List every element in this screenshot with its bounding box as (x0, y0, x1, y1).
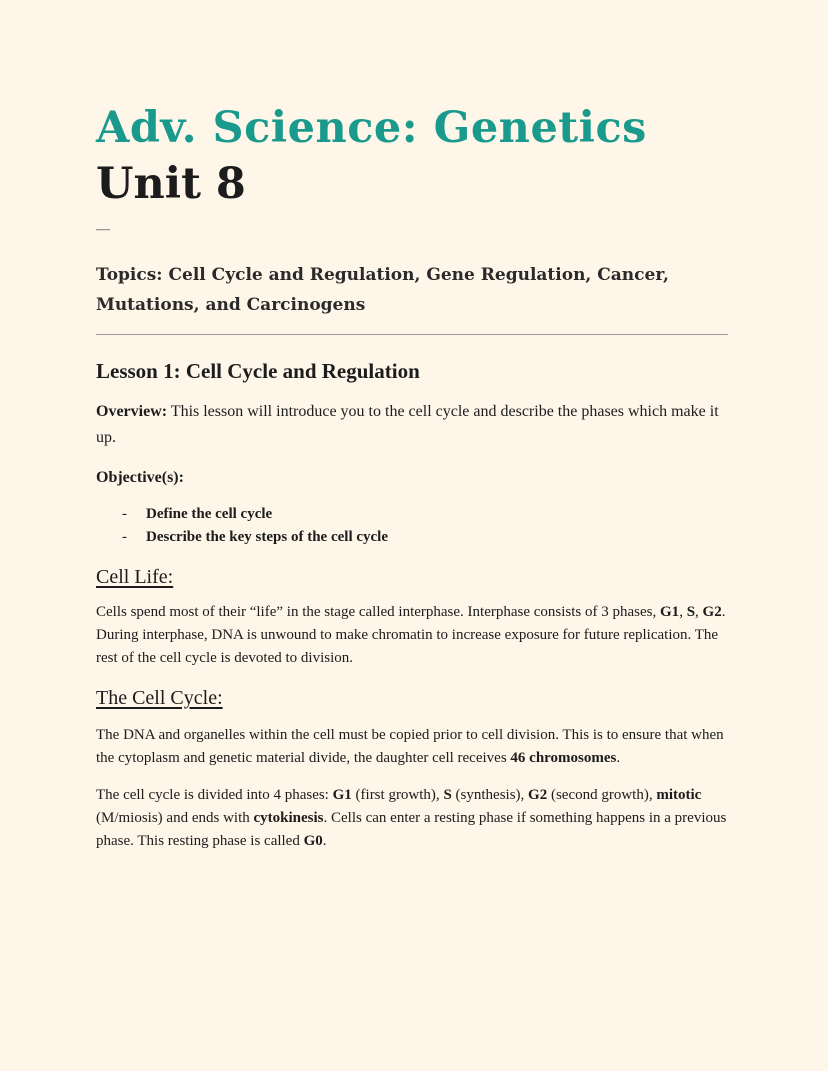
term-cytokinesis: cytokinesis (253, 810, 324, 826)
cell-cycle-text: (first growth), (351, 787, 444, 803)
overview-text: This lesson will introduce you to the cell cycle and describe the phases which make it up. (96, 403, 719, 446)
unit-title: Unit 8 (96, 159, 246, 209)
lesson-heading: Lesson 1: Cell Cycle and Regulation (96, 359, 420, 383)
period: . (616, 750, 621, 766)
term-s: S (686, 604, 696, 620)
cell-cycle-text: (synthesis), (451, 787, 529, 803)
topics-line: Topics: Cell Cycle and Regulation, Gene Regulation, Cancer, Mutations, and Carcinogens (96, 265, 669, 315)
overview-label: Overview: (96, 403, 168, 420)
objective-text: Describe the key steps of the cell cycle (146, 529, 389, 545)
separator: , (679, 604, 687, 620)
term-46-chromosomes: 46 chromosomes (510, 750, 617, 766)
cell-cycle-text: (second growth), (547, 787, 657, 803)
objective-item (122, 503, 728, 526)
cell-life-text: . During interphase, DNA is unwound to make chromatin to increase exposure for future replication. The rest of the cell cycle is devoted to division. (96, 604, 726, 666)
separator: , (695, 604, 703, 620)
document-page (96, 100, 728, 853)
cell-life-paragraph (96, 601, 728, 670)
term-g1: G1 (660, 604, 680, 620)
cell-cycle-heading: The Cell Cycle: (96, 687, 223, 709)
term-g2: G2 (702, 604, 722, 620)
bullet-dash: - (122, 506, 127, 522)
cell-cycle-text: (M/miosis) and ends with (96, 810, 254, 826)
overview-paragraph (96, 399, 728, 451)
cell-cycle-text: The cell cycle is divided into 4 phases: (96, 787, 333, 803)
cell-cycle-paragraph-2 (96, 784, 728, 853)
objective-text: Define the cell cycle (146, 506, 273, 522)
term-g1: G1 (332, 787, 352, 803)
objective-item (122, 526, 728, 549)
course-title: Adv. Science: Genetics (96, 103, 647, 153)
cell-cycle-text: The DNA and organelles within the cell must be copied prior to cell division. This is to ensure that when the cytoplasm and genetic material divide, the daughter cell receives (96, 727, 724, 766)
cell-life-heading: Cell Life: (96, 566, 174, 588)
term-s: S (443, 787, 452, 803)
period: . (322, 833, 327, 849)
title-dash: — (96, 222, 110, 237)
objectives-heading: Objective(s): (96, 469, 184, 486)
horizontal-rule (96, 334, 728, 335)
cell-cycle-text: . Cells can enter a resting phase if something happens in a previous phase. This resting phase is called (96, 810, 727, 849)
cell-cycle-paragraph-1 (96, 724, 728, 770)
objectives-list (122, 503, 728, 549)
bullet-dash: - (122, 529, 127, 545)
term-g0: G0 (303, 833, 323, 849)
term-mitotic: mitotic (656, 787, 702, 803)
cell-life-text: Cells spend most of their “life” in the stage called interphase. Interphase consists of 3 phases, (96, 604, 661, 620)
term-g2: G2 (528, 787, 548, 803)
